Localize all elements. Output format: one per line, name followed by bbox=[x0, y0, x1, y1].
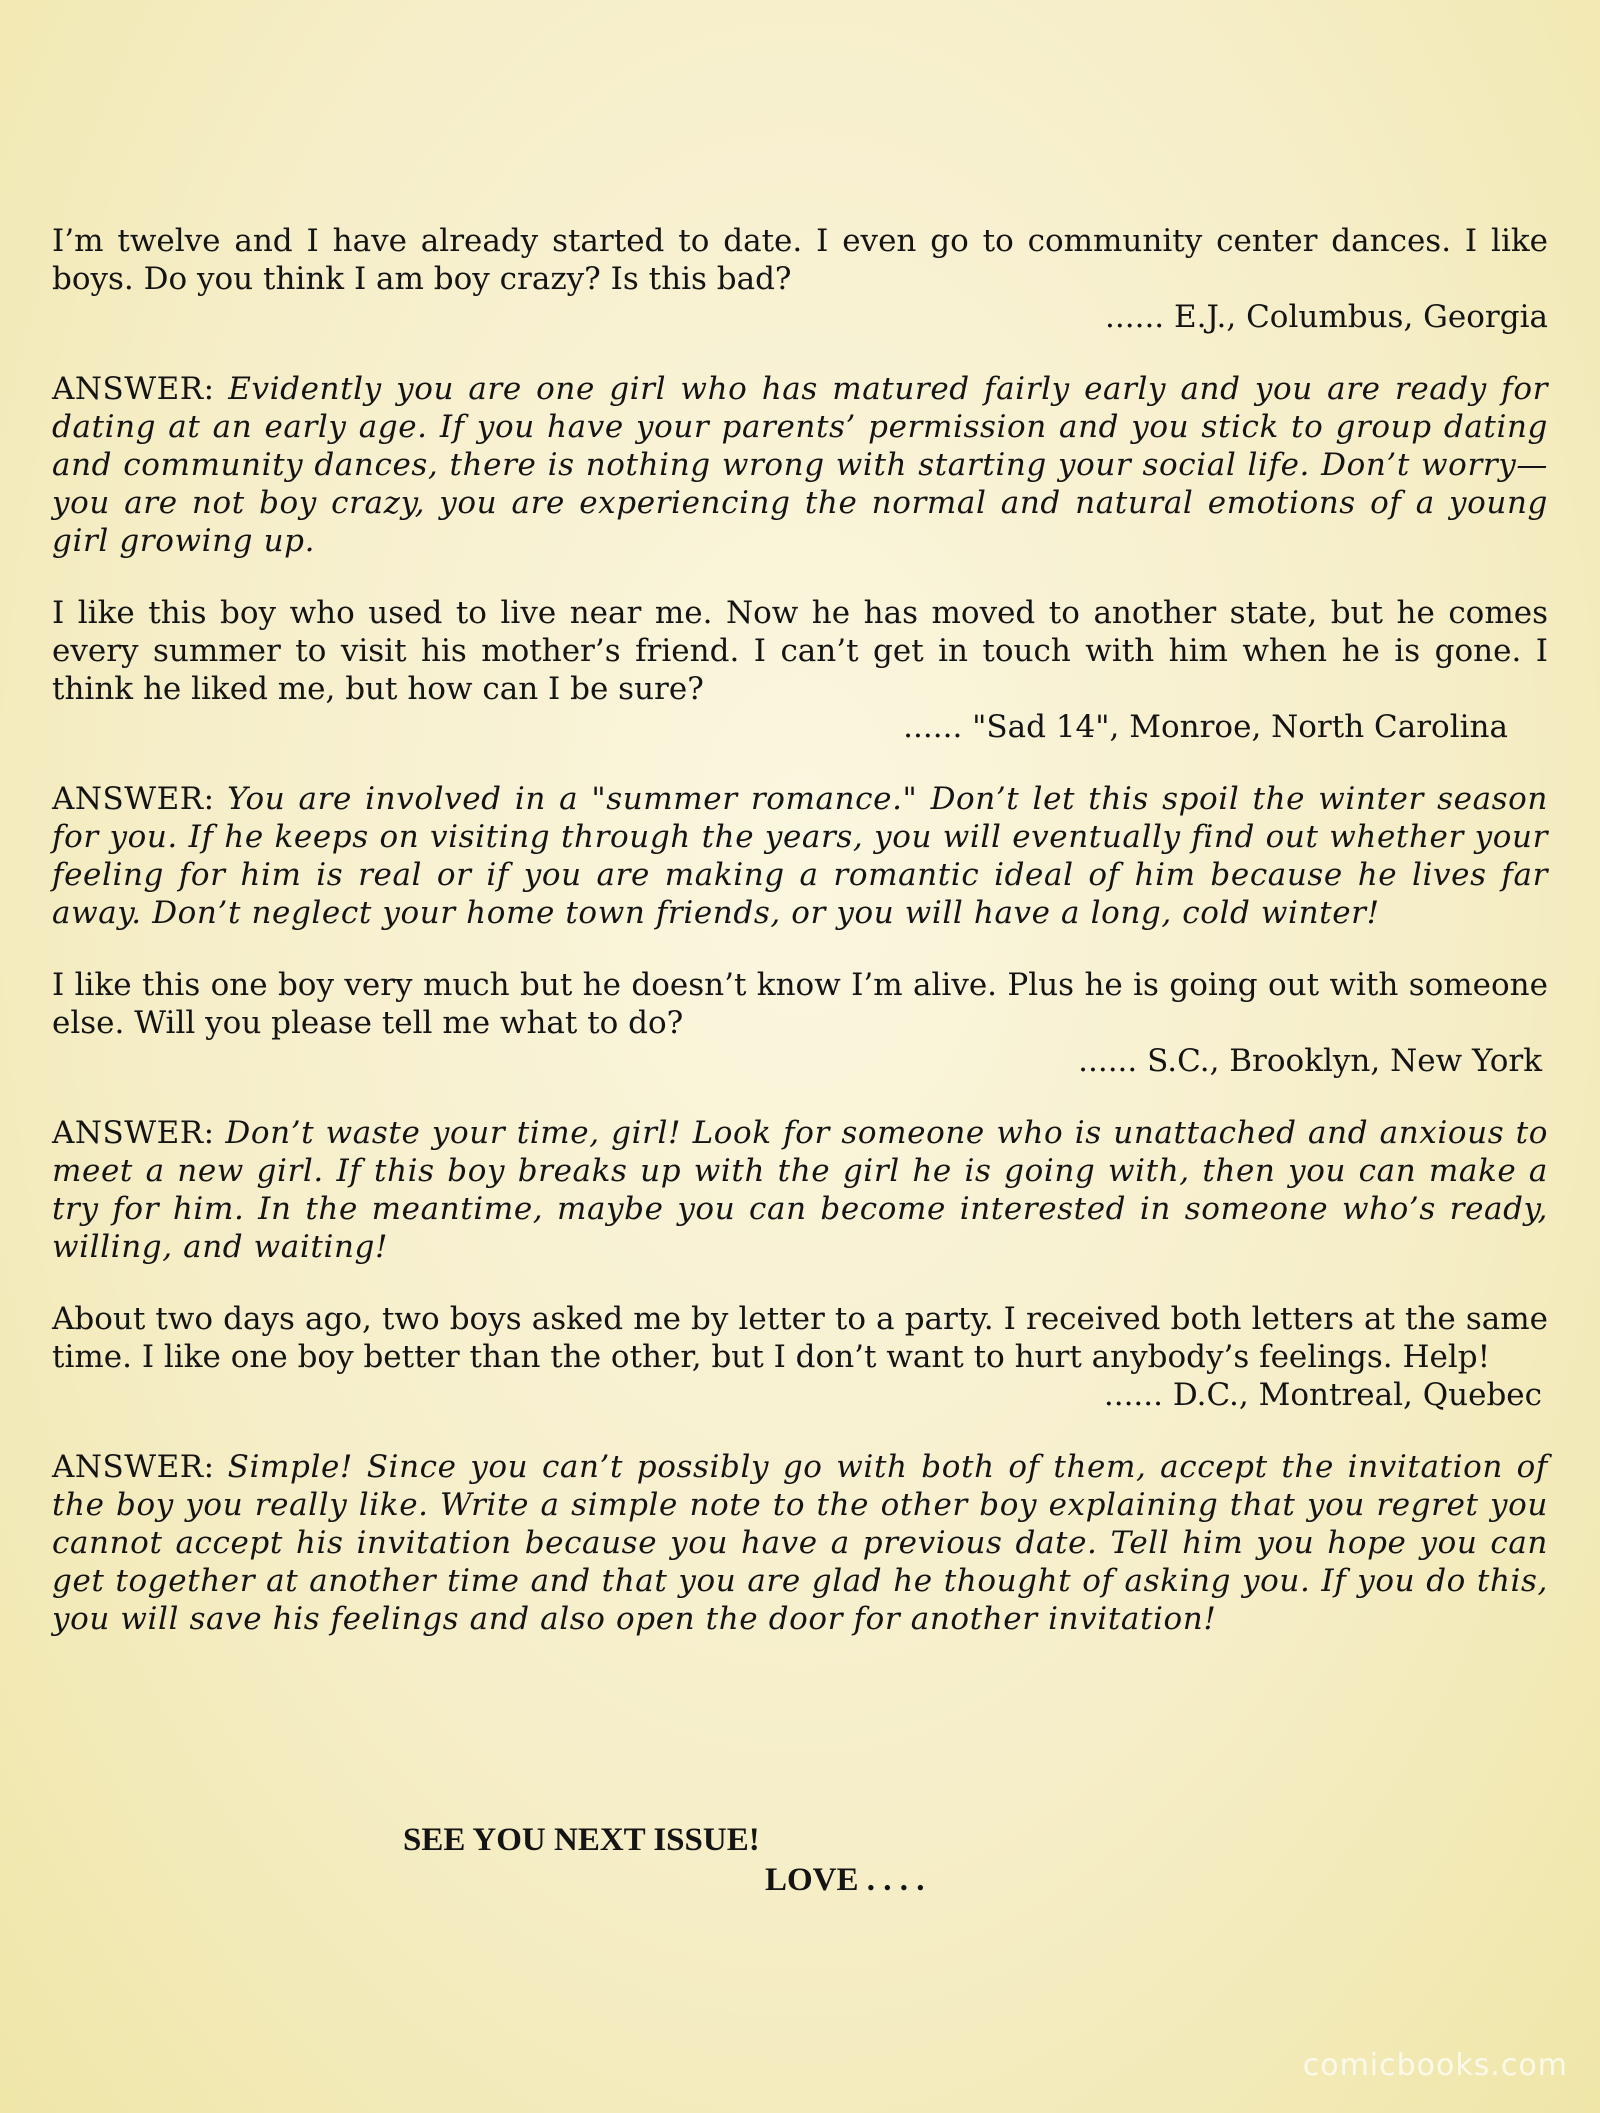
answer-text: You are involved in a "summer romance." Don’t let this spoil the winter season for you. If he keeps on visiting through the years, you will eventually find out whether your feeling for him is real or if you are making a romantic ideal of him because he lives far away. Don’t neglect your home town friends, or you will have a long, cold winter! bbox=[52, 781, 1548, 931]
letter-3 bbox=[52, 966, 1548, 1080]
answer-text: Simple! Since you can’t possibly go with both of them, accept the invitation of the boy you really like. Write a simple note to the other boy explaining that you regret you cannot accept his invitation because you have a previous date. Tell him you hope you can get together at another time and that you are glad he thought of asking you. If you do this, you will save his feelings and also open the door for another invitation! bbox=[52, 1449, 1548, 1637]
letter-1 bbox=[52, 222, 1548, 336]
answer-3 bbox=[52, 1114, 1548, 1266]
watermark: comicbooks.com bbox=[1302, 2048, 1568, 2083]
letter-text: I like this boy who used to live near me. Now he has moved to another state, but he comes every summer to visit his mother’s friend. I can’t get in touch with him when he is gone. I think he liked me, but how can I be sure? bbox=[52, 595, 1548, 707]
letter-2 bbox=[52, 594, 1548, 746]
letter-text: I’m twelve and I have already started to date. I even go to community center dances. I like boys. Do you think I am boy crazy? Is this bad? bbox=[52, 223, 1548, 297]
answer-paragraph bbox=[52, 1448, 1548, 1638]
answer-label: ANSWER: bbox=[52, 1449, 215, 1485]
closing-line-love: LOVE . . . . bbox=[765, 1862, 925, 1898]
answer-1 bbox=[52, 370, 1548, 560]
letter-signature: ...... S.C., Brooklyn, New York bbox=[1078, 1043, 1542, 1079]
answer-2 bbox=[52, 780, 1548, 932]
answer-label: ANSWER: bbox=[52, 781, 215, 817]
letter-signature: ...... "Sad 14", Monroe, North Carolina bbox=[903, 709, 1508, 745]
answer-4 bbox=[52, 1448, 1548, 1638]
letter-text: I like this one boy very much but he doesn’t know I’m alive. Plus he is going out with someone else. Will you please tell me what to do? bbox=[52, 967, 1548, 1041]
letter-signature: ...... E.J., Columbus, Georgia bbox=[1105, 299, 1548, 335]
answer-text: Evidently you are one girl who has matured fairly early and you are ready for dating at an early age. If you have your parents’ permission and you stick to group dating and community dances, there is nothing wrong with starting your social life. Don’t worry—you are not boy crazy, you are experiencing the normal and natural emotions of a young girl growing up. bbox=[52, 371, 1548, 559]
letter-4 bbox=[52, 1300, 1548, 1414]
letter-signature: ...... D.C., Montreal, Quebec bbox=[1103, 1377, 1542, 1413]
answer-paragraph bbox=[52, 370, 1548, 560]
answer-paragraph bbox=[52, 1114, 1548, 1266]
letters-column bbox=[52, 222, 1548, 1672]
answer-text: Don’t waste your time, girl! Look for someone who is unattached and anxious to meet a new girl. If this boy breaks up with the girl he is going with, then you can make a try for him. In the meantime, maybe you can become interested in someone who’s ready, willing, and waiting! bbox=[52, 1115, 1548, 1265]
answer-label: ANSWER: bbox=[52, 371, 215, 407]
closing-line-see-you: SEE YOU NEXT ISSUE! bbox=[403, 1822, 760, 1858]
answer-label: ANSWER: bbox=[52, 1115, 215, 1151]
answer-paragraph bbox=[52, 780, 1548, 932]
letter-text: About two days ago, two boys asked me by letter to a party. I received both letters at the same time. I like one boy better than the other, but I don’t want to hurt anybody’s feelings. Help! bbox=[52, 1301, 1548, 1375]
closing-signoff bbox=[403, 1820, 925, 1900]
